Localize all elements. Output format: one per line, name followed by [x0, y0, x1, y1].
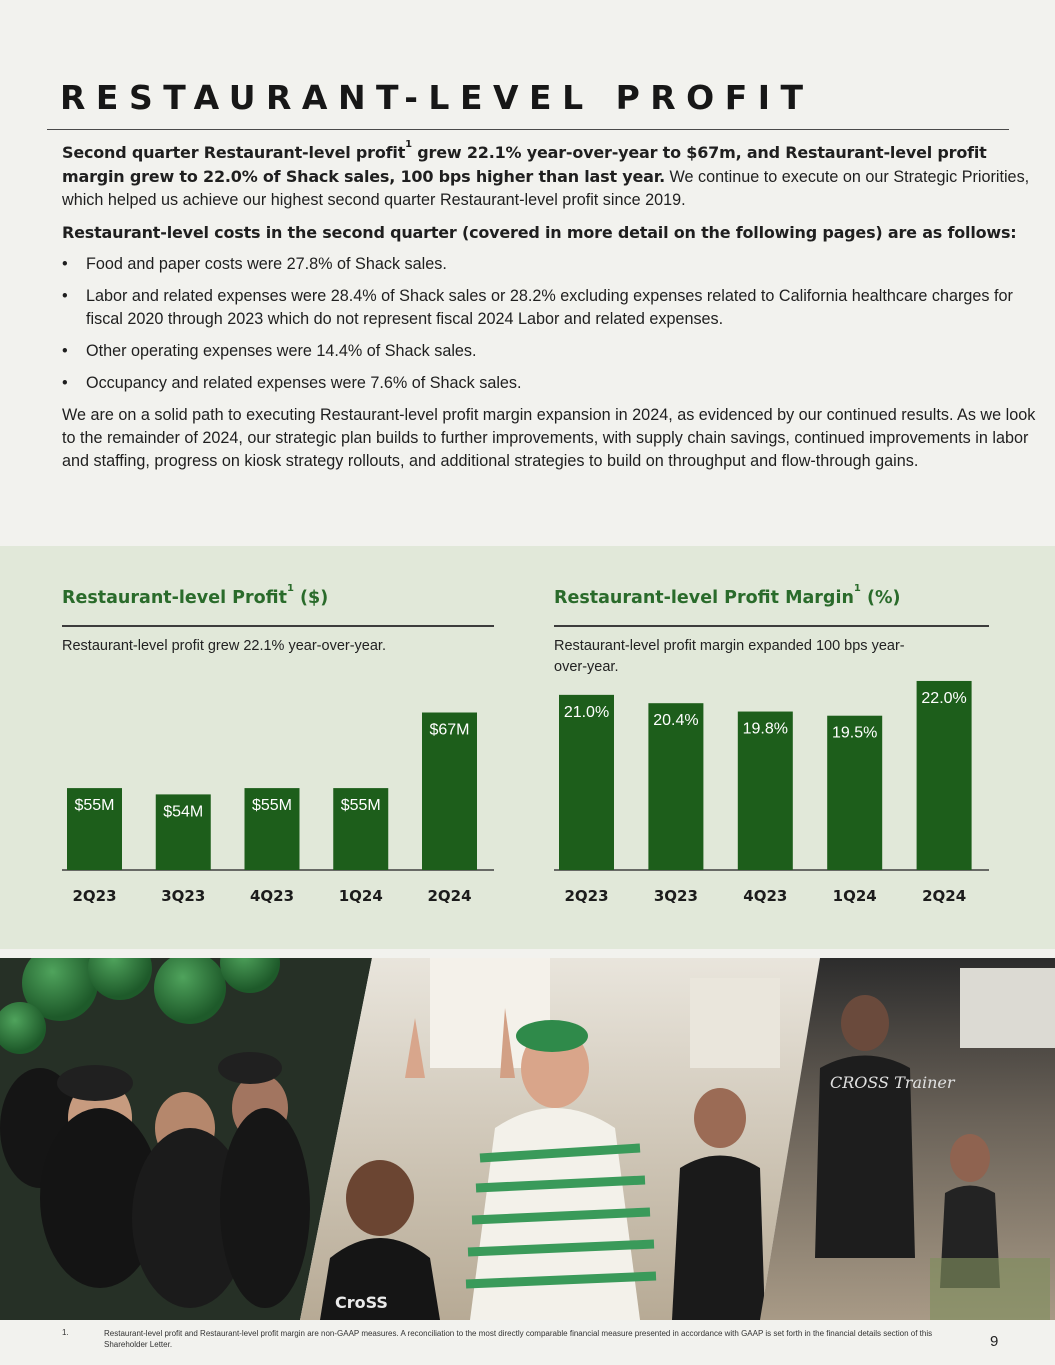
profit-bar-value-label: $67M: [429, 721, 470, 739]
list-item: • Occupancy and related expenses were 7.6% of Shack sales.: [62, 372, 1037, 395]
profit-category-label: 2Q24: [427, 887, 472, 905]
costs-heading: Restaurant-level costs in the second quarter (covered in more detail on the following pages) are as follows:: [62, 223, 1017, 242]
margin-bar-value-label: 21.0%: [563, 703, 610, 721]
footnote-number: 1.: [62, 1328, 69, 1337]
list-item: • Food and paper costs were 27.8% of Shack sales.: [62, 253, 1037, 276]
profit-category-label: 3Q23: [161, 887, 206, 905]
profit-chart-title-unit: ($): [293, 588, 329, 608]
shirt-print: CroSS: [335, 1293, 388, 1312]
intro-rest: We continue to execute on our Strategic Priorities, which helped us achieve our highest second quarter Restaurant-level profit since 2019.: [62, 168, 1030, 209]
profit-category-label: 1Q24: [338, 887, 383, 905]
profit-bar-value-label: $54M: [163, 803, 204, 821]
margin-category-label: 3Q23: [653, 887, 698, 905]
margin-chart-footnote-ref: 1: [853, 583, 861, 595]
intro-lead-part1: Second quarter Restaurant-level profit: [62, 143, 406, 162]
photo-panel-center: [300, 958, 820, 1320]
profit-chart-title-text: Restaurant-level Profit: [62, 588, 287, 608]
margin-bar-value-label: 19.5%: [832, 724, 878, 742]
footnote-text: Restaurant-level profit and Restaurant-level profit margin are non-GAAP measures. A reconciliation to the most directly comparable financial measure presented in accordance with GAAP is set forth in the financial details section of this Shareholder Letter.: [104, 1329, 933, 1349]
page-title: RESTAURANT-LEVEL PROFIT: [60, 78, 814, 117]
margin-bar-value-label: 19.8%: [742, 720, 788, 738]
cross-trainer-shirt-print: CROSS Trainer: [830, 1073, 955, 1092]
intro-lead-part2: grew 22.1% year-over-year to $67m, and Restaurant-level profit margin grew to 22.0% of Shack sales, 100 bps higher than last year.: [62, 143, 987, 186]
profit-bar-value-label: $55M: [340, 797, 381, 815]
margin-category-label: 4Q23: [743, 887, 788, 905]
margin-chart-title-unit: (%): [860, 588, 901, 608]
margin-chart-title-text: Restaurant-level Profit Margin: [554, 588, 854, 608]
margin-chart: [559, 681, 972, 905]
list-item: • Other operating expenses were 14.4% of Shack sales.: [62, 340, 1037, 363]
profit-chart-footnote-ref: 1: [286, 583, 294, 595]
margin-bar-value-label: 22.0%: [921, 689, 967, 707]
profit-chart-subtitle: Restaurant-level profit grew 22.1% year-over-year.: [62, 638, 386, 654]
margin-chart-subtitle: Restaurant-level profit margin expanded 100 bps year-over-year.: [554, 638, 905, 675]
margin-category-label: 1Q24: [832, 887, 877, 905]
profit-category-label: 4Q23: [249, 887, 295, 905]
profit-bar-value-label: $55M: [74, 797, 115, 815]
list-item: • Labor and related expenses were 28.4% of Shack sales or 28.2% excluding expenses related to California healthcare charges for fiscal 2020 through 2023 which do not represent fiscal 2024 Labor and related expenses.: [62, 285, 1037, 331]
margin-bar: [917, 681, 972, 870]
outlook-paragraph: We are on a solid path to executing Restaurant-level profit margin expansion in 2024, as evidenced by our continued results. As we look to the remainder of 2024, our strategic plan builds to further improvements, with supply chain savings, continued improvements in labor and staffing, progress on kiosk strategy rollouts, and additional strategies to build on throughput and flow-through gains.: [62, 406, 1036, 470]
margin-category-label: 2Q24: [922, 887, 967, 905]
profit-chart: [67, 713, 477, 906]
margin-category-label: 2Q23: [564, 887, 609, 905]
margin-bar-value-label: 20.4%: [653, 712, 699, 730]
team-photo-collage: [0, 958, 1055, 1320]
profit-bar-value-label: $55M: [251, 797, 293, 815]
page-number: 9: [990, 1333, 999, 1350]
margin-bar: [559, 695, 614, 870]
intro-lead-footnote-ref: 1: [405, 138, 412, 150]
profit-category-label: 2Q23: [72, 887, 117, 905]
